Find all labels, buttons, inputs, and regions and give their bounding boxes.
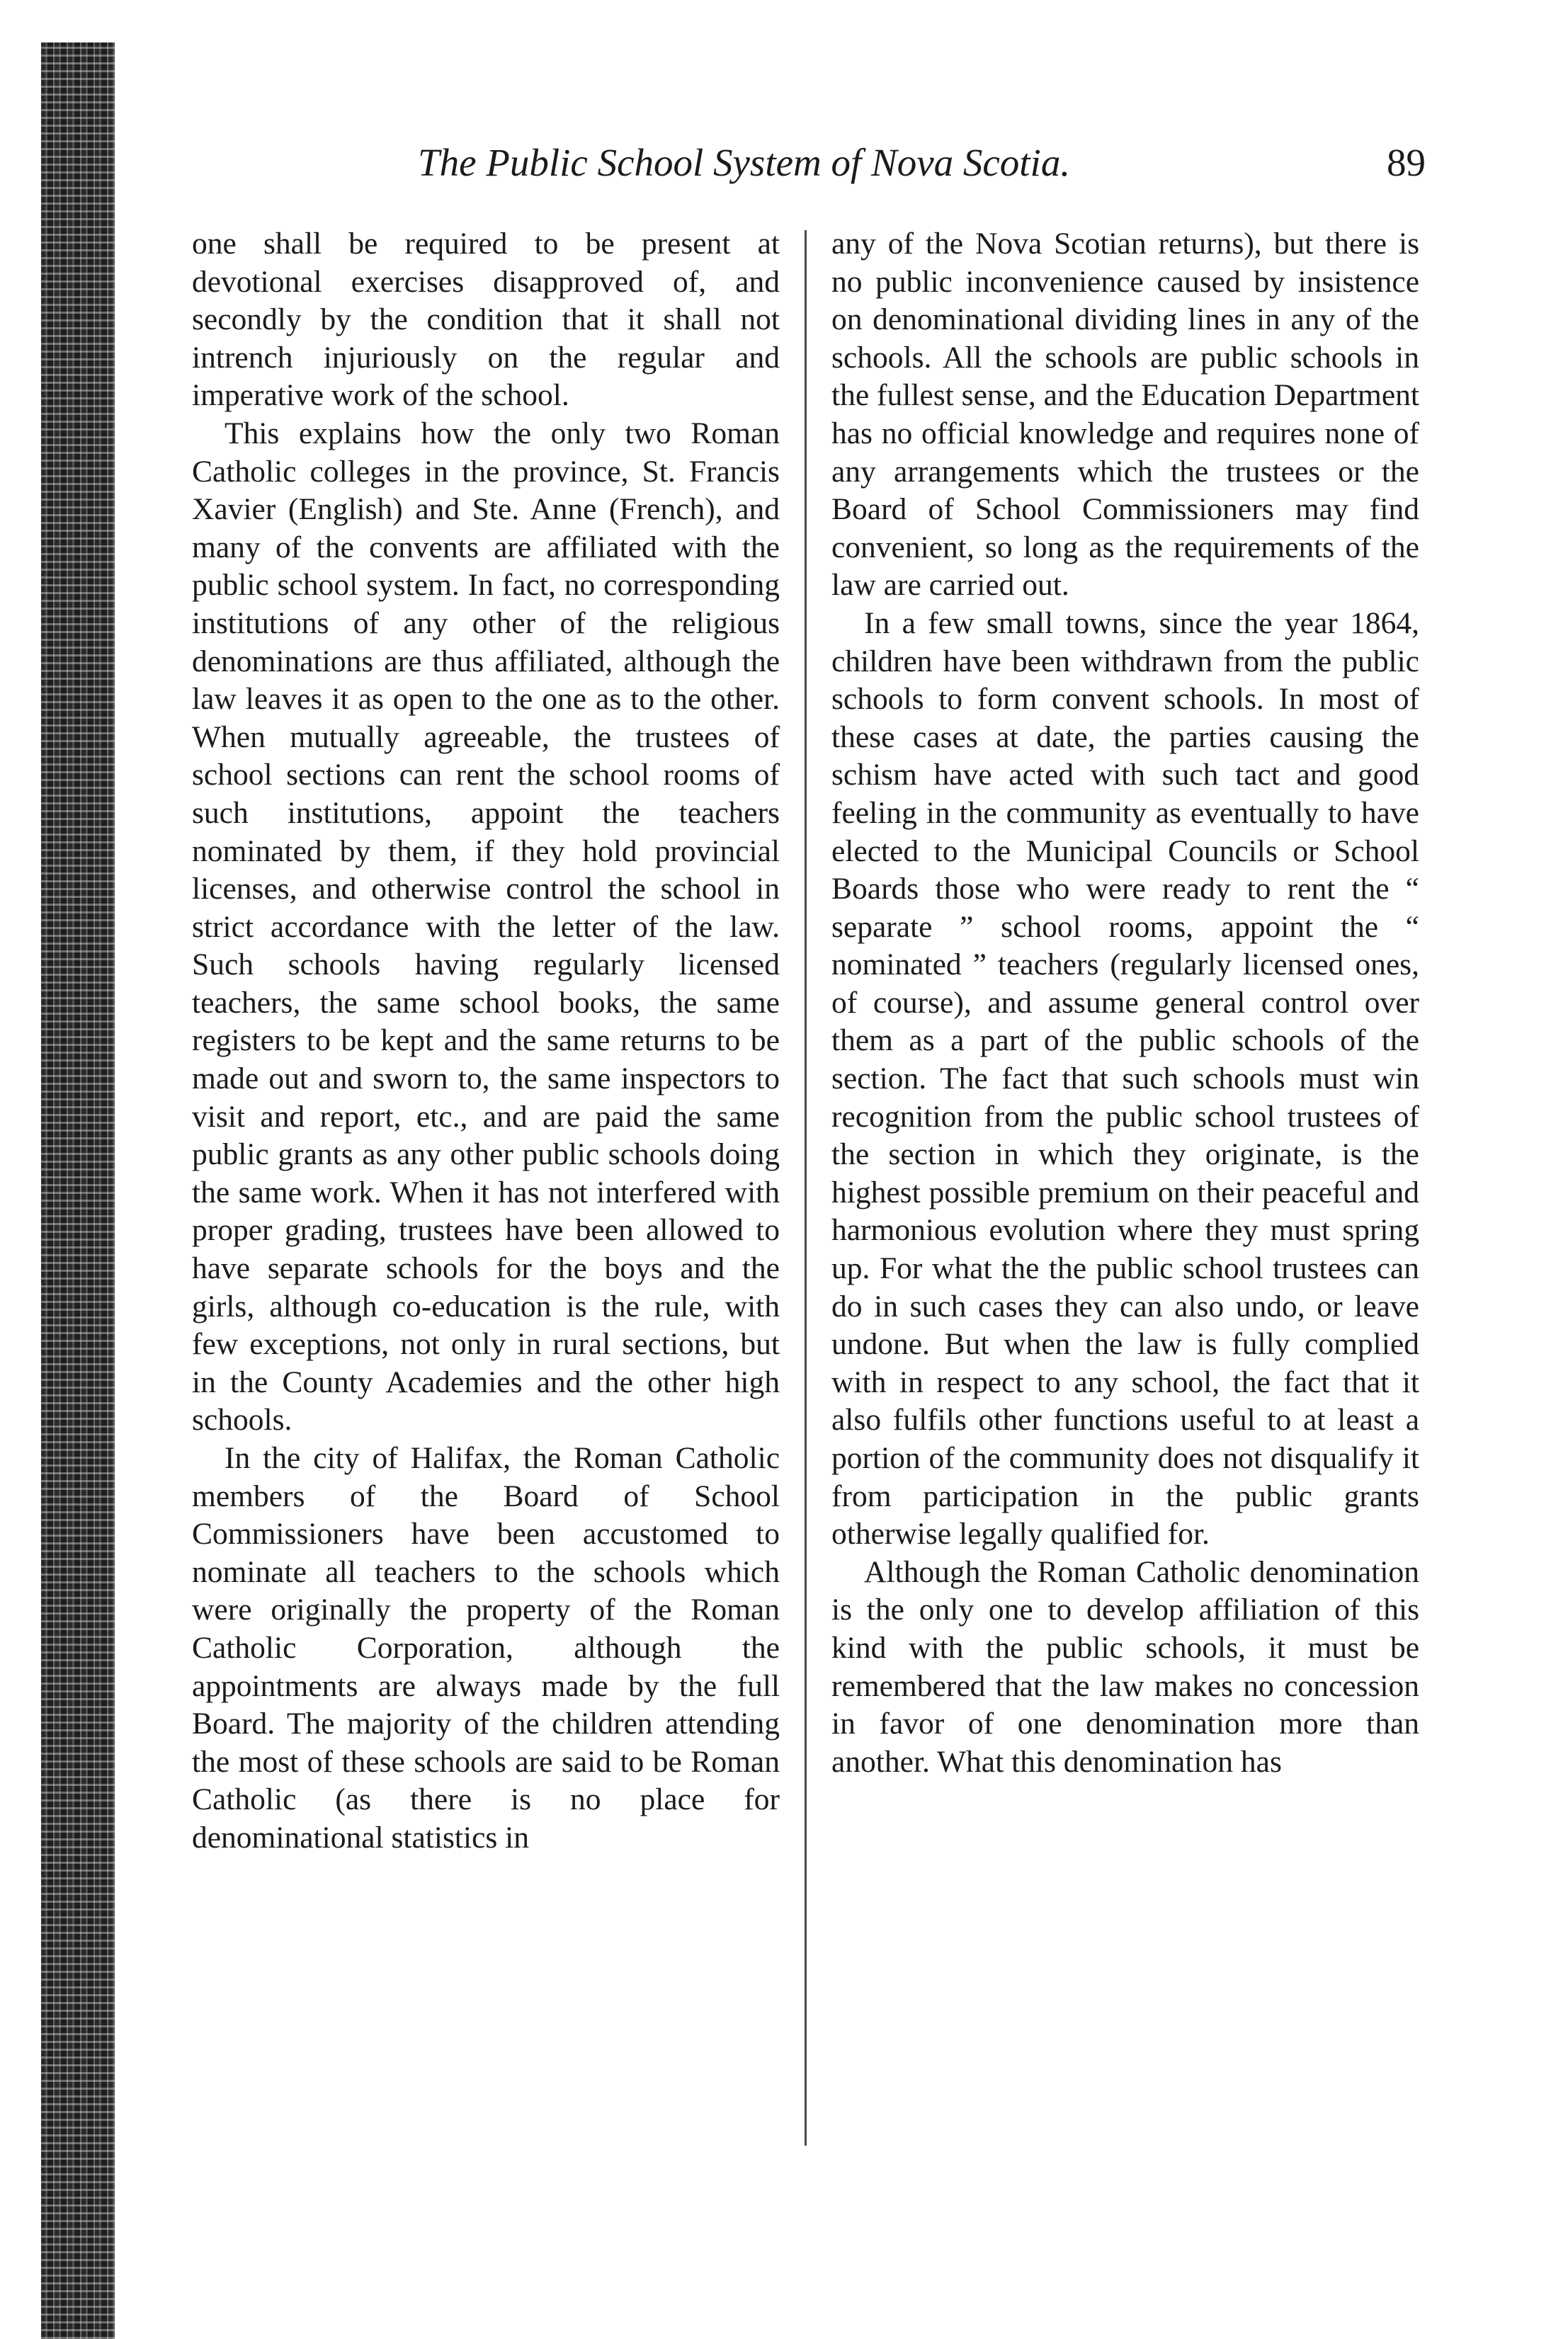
- paragraph: Although the Roman Catholic denomination is the only one to develop affiliation of this kind with the public schools, it must be remembered that the law makes no concession in favor of one denomination more than another. What this denomination has: [831, 1554, 1419, 1779]
- running-title: The Public School System of Nova Scotia.: [418, 141, 1071, 184]
- paragraph: In the city of Halifax, the Roman Catholic members of the Board of School Commissioners have been accustomed to nominate all teachers to the schools which were originally the property of the Roman Catholic Corporation, although the appointments are always made by the full Board. The majority of the children attending the most of these schools are said to be Roman Catholic (as there is no place for denominational statistics in: [192, 1441, 780, 1855]
- paragraph: any of the Nova Scotian returns), but there is no public inconvenience caused by insistence on denominational dividing lines in any of the schools. All the schools are public schools in the fullest sense, and the Education Department has no official knowledge and requires none of any arrangements which the trustees or the Board of School Commissioners may find convenient, so long as the requirements of the law are carried out.: [831, 227, 1419, 603]
- paragraph: This explains how the only two Roman Catholic colleges in the province, St. Francis Xavier (English) and Ste. Anne (French), and many of the convents are affiliated with the public school system. In fact, no corresponding institutions of any other of the religious denominations are thus affiliated, although the law leaves it as open to the one as to the other. When mutually agreeable, the trustees of school sections can rent the school rooms of such institutions, appoint the teachers nominated by them, if they hold provincial licenses, and otherwise control the school in strict accordance with the letter of the law. Such schools having regularly licensed teachers, the same school books, the same registers to be kept and the same returns to be made out and sworn to, the same inspectors to visit and report, etc., and are paid the same public grants as any other public schools doing the same work. When it has not interfered with proper grading, trustees have been allowed to have separate schools for the boys and the girls, although co-education is the rule, with few exceptions, not only in rural sections, but in the County Academies and the other high schools.: [192, 416, 780, 1438]
- paragraph: In a few small towns, since the year 1864, children have been withdrawn from the public schools to form convent schools. In most of these cases at date, the parties causing the schism have acted with such tact and good feeling in the community as eventually to have elected to the Municipal Councils or School Boards those who were ready to rent the “ separate ” school rooms, appoint the “ nominated ” teachers (regularly licensed ones, of course), and assume general control over them as a part of the public schools of the section. The fact that such schools must win recognition from the public school trustees of the section in which they originate, is the highest possible premium on their peaceful and harmonious evolution where they must spring up. For what the the public school trustees can do in such cases they can also undo, or leave undone. But when the law is fully complied with in respect to any school, the fact that it also fulfils other functions useful to at least a portion of the community does not disqualify it from participation in the public grants otherwise legally qualified for.: [831, 605, 1419, 1552]
- page-gutter-shadow: [41, 42, 115, 2339]
- paragraph: one shall be required to be present at devotional exercises disapproved of, and secondly by the condition that it shall not intrench injuriously on the regular and imperative work of the school.: [192, 227, 780, 413]
- left-column: [192, 225, 780, 1857]
- page-header: [418, 140, 1431, 190]
- column-divider: [805, 230, 807, 2146]
- right-column: [831, 225, 1419, 1781]
- page-number: 89: [1387, 141, 1426, 184]
